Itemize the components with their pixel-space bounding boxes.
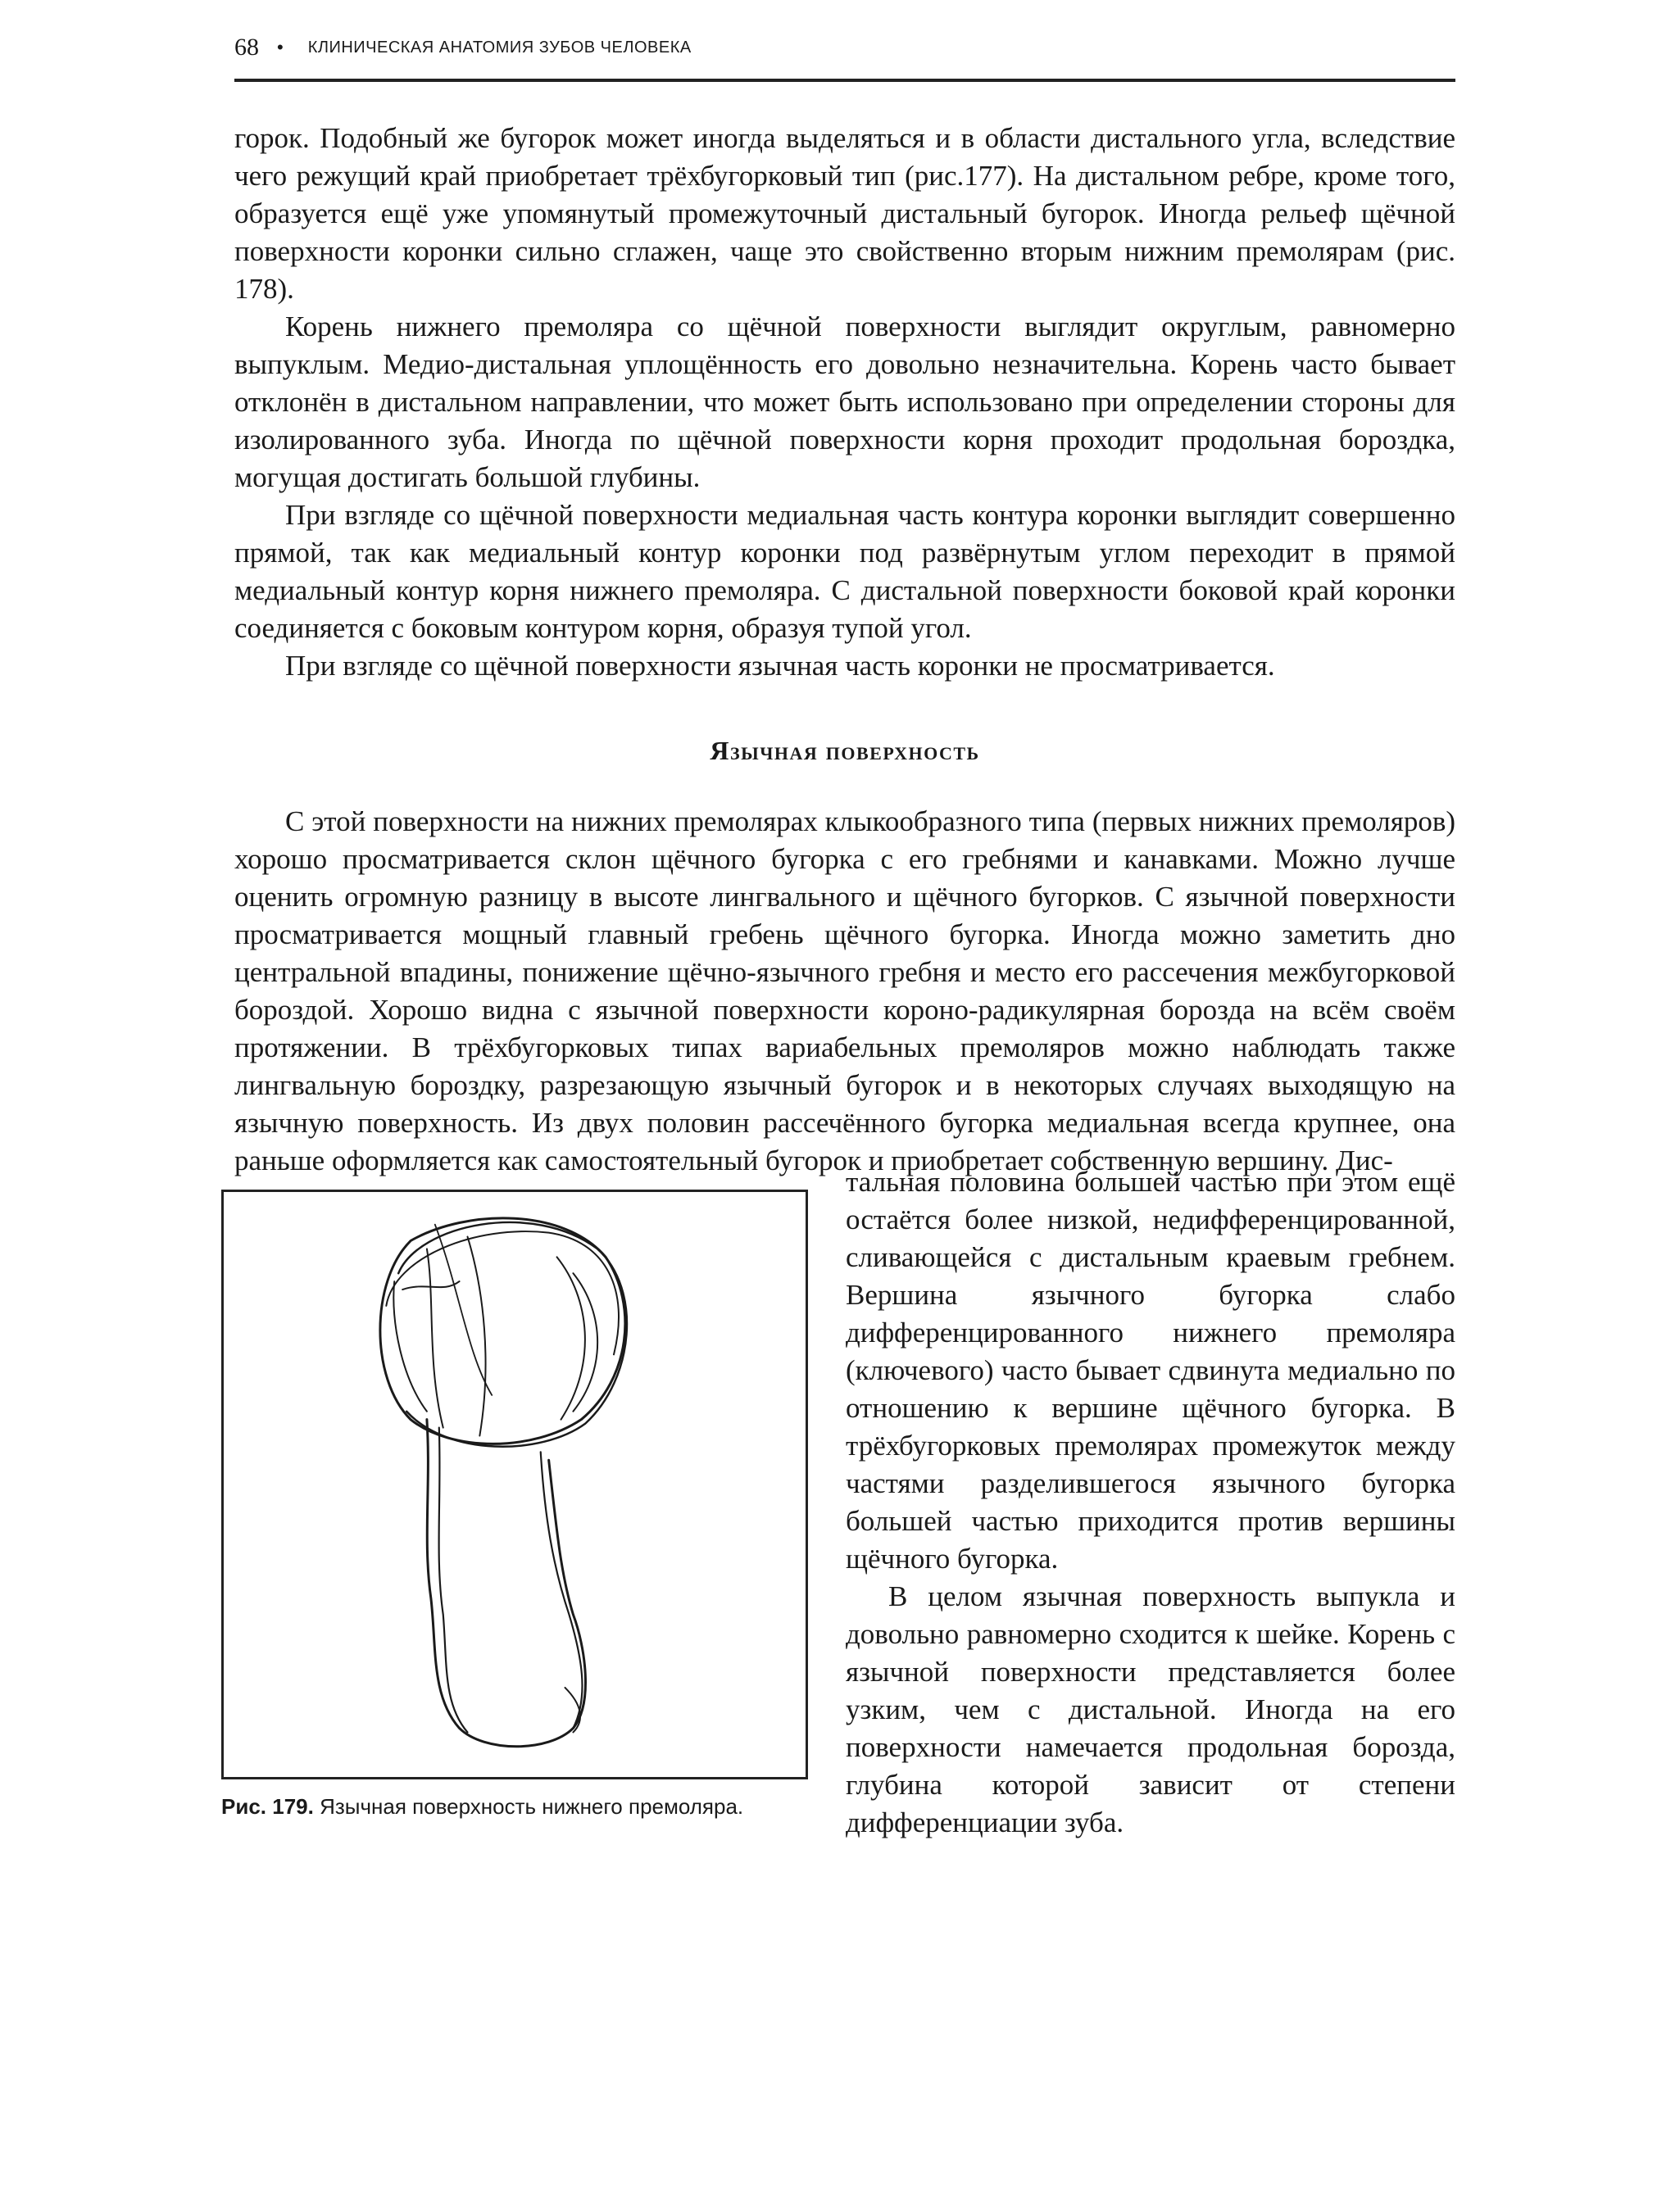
root-outline (439, 1428, 468, 1733)
top-text-block (234, 120, 1455, 685)
crown-outline (386, 1231, 619, 1354)
crown-outline (435, 1225, 492, 1395)
paragraph: В целом язычная поверхность выпукла и довольно равномерно сходится к шейке. Корень с язычной поверхности представляется более узким, чем с дистальной. Иногда на его поверхности намечается продольная борозда, глубина которой зависит от степени дифференциации зуба. (846, 1580, 1455, 1838)
root-outline (541, 1452, 583, 1728)
running-head (234, 26, 1455, 69)
figure-caption-text: Язычная поверхность нижнего премоляра. (313, 1794, 744, 1819)
crown-outline (467, 1237, 485, 1436)
header-separator: • (277, 37, 284, 57)
paragraph: Корень нижнего премоляра со щёчной поверхности выглядит округлым, равномерно выпуклым. Медио-дистальная уплощённость его довольно незначительна. Корень часто бывает отклонён в дистальном направлении, что может быть использовано при определении стороны для изолированного зуба. Иногда по щёчной поверхности корня проходит продольная бороздка, могущая достигать большой глубины. (234, 310, 1455, 493)
figure-caption-label: Рис. 179. (221, 1794, 314, 1819)
paragraph: При взгляде со щёчной поверхности медиальная часть контура коронки выглядит совершенно прямой, так как медиальный контур коронки под развёрнутым углом переходит в прямой медиальный контур корня нижнего премоляра. С дистальной поверхности боковой край коронки соединяется с боковым контуром корня, образуя тупой угол. (234, 499, 1455, 644)
header-rule (234, 79, 1455, 82)
figure-179 (221, 1190, 808, 1779)
premolar-sketch (224, 1192, 806, 1777)
crown-outline (393, 1281, 427, 1412)
page-number: 68 (234, 34, 259, 61)
crown-outline (380, 1218, 625, 1444)
paragraph: тальная половина большей частью при этом ещё остаётся более низкой, недифференцированной, сливающейся с дистальным краевым гребнем. Вершина язычного бугорка слабо дифференцированного нижнего премоляра (ключевого) часто бывает сдвинута медиально по отношению к вершине щёчного бугорка. В трёхбугорковых премолярах промежуток между частями разделившегося язычного бугорка большей частью приходится против вершины щёчного бугорка. (846, 1166, 1455, 1575)
paragraph: С этой поверхности на нижних премолярах клыкообразного типа (первых нижних премоляров) хорошо просматривается склон щёчного бугорка с его гребнями и канавками. Можно лучше оценить огромную разницу в высоте лингвального и щёчного бугорков. С язычной поверхности просматривается мощный главный гребень щёчного бугорка. Иногда можно заметить дно центральной впадины, понижение щёчно-язычного гребня и место его рассечения межбугорковой бороздой. Хорошо видна с язычной поверхности короно-радикулярная борозда на всём своём протяжении. В трёхбугорковых типах вариабельных премоляров можно наблюдать также лингвальную бороздку, разрезающую язычный бугорок и в некоторых случаях выходящую на язычную поверхность. Из двух половин рассечённого бугорка медиальная всегда крупнее, она раньше оформляется как самостоятельный бугорок и приобретает собственную вершину. Дис- (234, 805, 1455, 1176)
side-text-block (846, 1163, 1455, 1842)
running-title: КЛИНИЧЕСКАЯ АНАТОМИЯ ЗУБОВ ЧЕЛОВЕКА (307, 38, 692, 57)
crown-outline (427, 1249, 443, 1427)
crown-outline (557, 1257, 585, 1419)
paragraph: При взгляде со щёчной поверхности язычная часть коронки не просматривается. (285, 650, 1275, 682)
paragraph: горок. Подобный же бугорок может иногда выделяться и в области дистального угла, вследствие чего режущий край приобретает трёхбугорковый тип (рис.177). На дистальном ребре, кроме того, образуется ещё уже упомянутый промежуточный дистальный бугорок. Иногда рельеф щёчной поверхности коронки сильно сглажен, чаще это свойственно вторым нижним премолярам (рис. 178). (234, 122, 1455, 305)
lingual-text-block (234, 803, 1455, 1180)
section-heading: Язычная поверхность (710, 736, 980, 765)
figure-caption (221, 1793, 808, 1820)
root-outline (565, 1688, 580, 1733)
